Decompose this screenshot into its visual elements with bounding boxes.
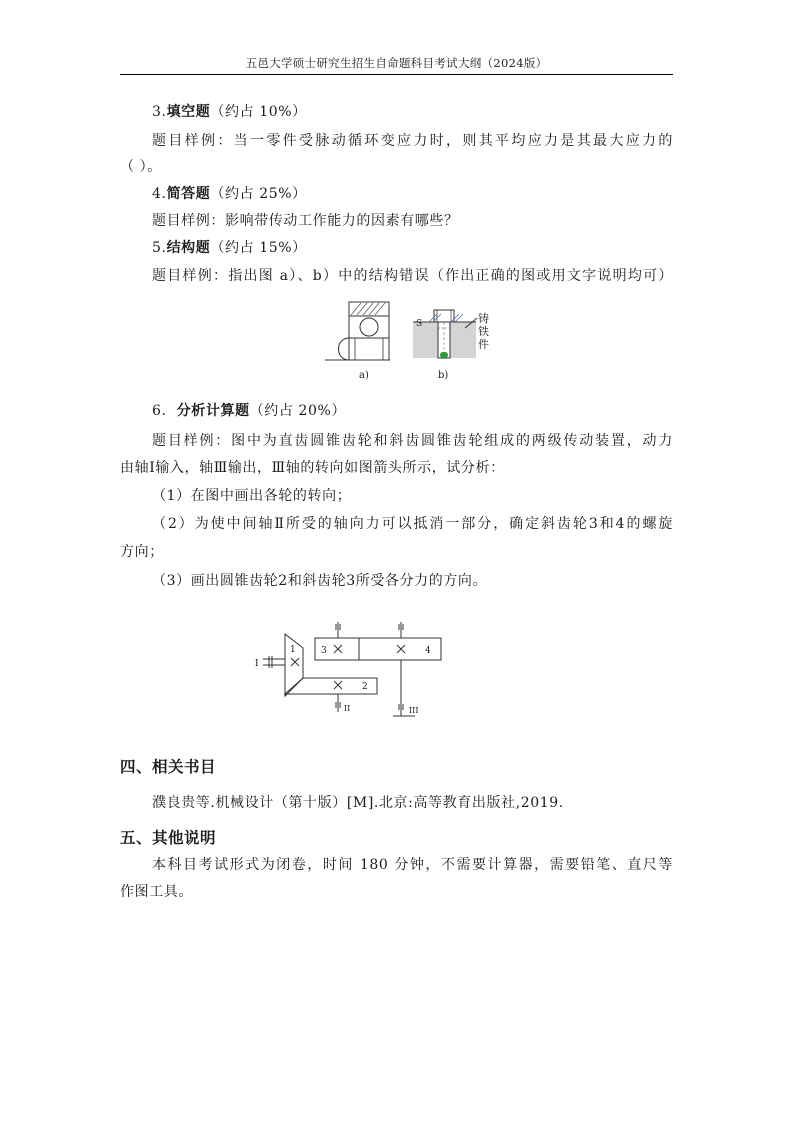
section-5-heading xyxy=(152,237,307,257)
figure-b-label: b) xyxy=(438,370,449,381)
section-4-example: 题目样例：影响带传动工作能力的因素有哪些？ xyxy=(152,213,459,229)
gear-4-label: 4 xyxy=(425,646,431,656)
section-3-heading xyxy=(152,101,307,121)
structure-figure xyxy=(325,298,525,383)
other-line-2: 作图工具。 xyxy=(120,884,193,900)
gear-3-label: 3 xyxy=(321,646,327,656)
section-6-example-line-2: 由轴Ⅰ输入，轴Ⅲ输出，Ⅲ轴的转向如图箭头所示，试分析： xyxy=(120,460,505,476)
section-6-number: 6. xyxy=(152,403,167,419)
section-5-percent: （约占 15%） xyxy=(210,240,307,256)
books-heading: 四、相关书目 xyxy=(120,758,217,776)
figure-a-bearing xyxy=(325,302,390,360)
section-3-percent: （约占 10%） xyxy=(210,104,307,120)
shaft-3-label: III xyxy=(409,706,419,715)
shaft-1-label: I xyxy=(255,659,259,669)
section-3-number: 3. xyxy=(152,104,167,120)
section-5-title: 结构题 xyxy=(166,240,211,256)
figure-b-s-label: S xyxy=(416,319,423,329)
shaft-2-label: II xyxy=(344,704,351,713)
cast-iron-label-2: 铁 xyxy=(478,325,489,338)
section-6-heading xyxy=(152,400,346,420)
page-header: 五邑大学硕士研究生招生自命题科目考试大纲（2024版） xyxy=(245,56,548,70)
section-6-question-1: （1）在图中画出各轮的转向； xyxy=(152,488,352,504)
section-6-question-2-line-1: （2）为使中间轴Ⅱ所受的轴向力可以抵消一部分，确定斜齿轮3和4的螺旋 xyxy=(152,516,673,532)
section-6-question-2-line-2: 方向； xyxy=(120,544,164,560)
gear-transmission-figure xyxy=(255,618,445,728)
other-line-1: 本科目考试形式为闭卷，时间 180 分钟，不需要计算器，需要铅笔、直尺等 xyxy=(152,857,673,873)
gear-2-label: 2 xyxy=(362,682,368,692)
figure-a-label: a) xyxy=(359,370,369,381)
section-6-percent: （约占 20%） xyxy=(249,403,347,419)
gear-1-label: 1 xyxy=(290,645,296,655)
section-3-title: 填空题 xyxy=(166,104,211,120)
section-4-heading xyxy=(152,183,307,203)
section-4-title: 简答题 xyxy=(166,186,211,202)
other-heading: 五、其他说明 xyxy=(120,829,217,847)
cast-iron-label-1: 铸 xyxy=(478,312,489,325)
header-divider xyxy=(120,74,673,75)
section-4-number: 4. xyxy=(152,186,167,202)
books-item: 濮良贵等.机械设计（第十版）[M].北京:高等教育出版社,2019. xyxy=(152,795,564,811)
section-6-example-line-1: 题目样例：图中为直齿圆锥齿轮和斜齿圆锥齿轮组成的两级传动装置，动力 xyxy=(152,433,673,449)
section-4-percent: （约占 25%） xyxy=(210,186,307,202)
section-6-question-3: （3）画出圆锥齿轮2和斜齿轮3所受各分力的方向。 xyxy=(152,573,488,589)
section-5-number: 5. xyxy=(152,240,167,256)
figure-b-bolt xyxy=(413,310,477,358)
section-3-example-line-1: 题目样例：当一零件受脉动循环变应力时，则其平均应力是其最大应力的 xyxy=(152,133,673,149)
section-3-example-line-2: （ ）。 xyxy=(120,159,162,175)
bevel-gear-1 xyxy=(285,634,303,696)
section-5-example: 题目样例：指出图 a）、b）中的结构错误（作出正确的图或用文字说明均可） xyxy=(152,268,673,284)
section-6-title: 分析计算题 xyxy=(176,403,250,419)
cast-iron-label-3: 件 xyxy=(478,338,489,351)
